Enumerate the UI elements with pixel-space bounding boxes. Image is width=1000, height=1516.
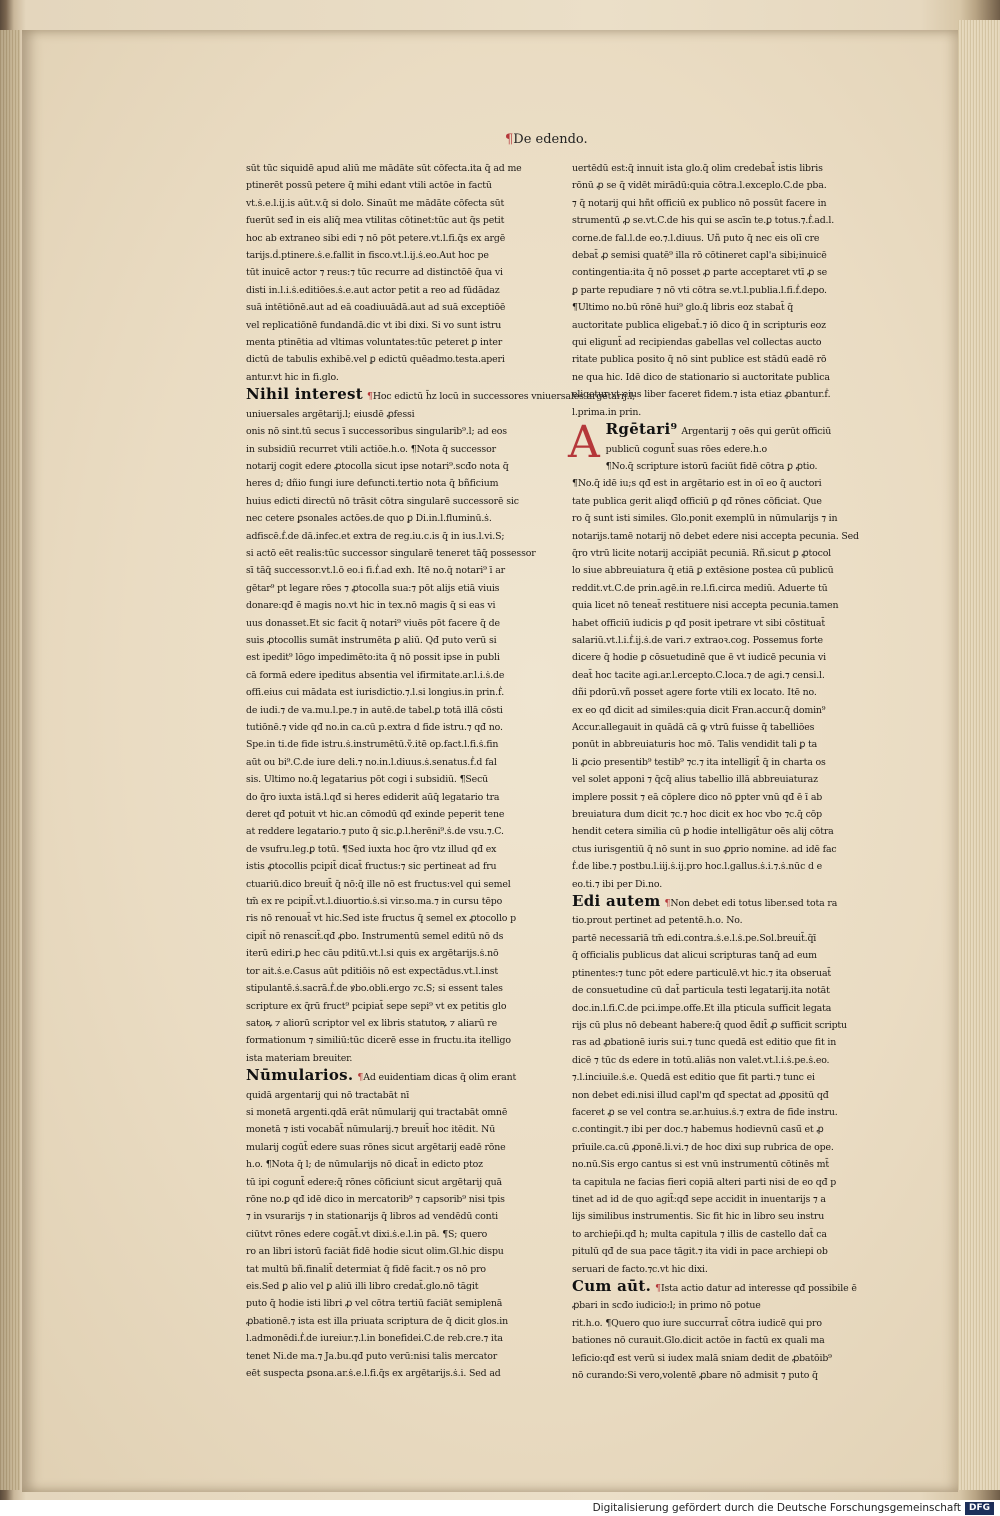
text-line: faceret ꝓ se vel contra se.ar.huius.ṡ.⁊ extra de fide instru. [572,1106,838,1118]
text-line: suis ꝓtocollis sumāt instrumēta ꝑ aliū. Qđ puto verū si [246,634,497,646]
text-line: Ad euidentiam dicas q̄ olim erant [363,1072,517,1084]
section-heading: Cum aūt. [572,1277,652,1295]
text-line: doc.in.l.fi.C.de pci.impe.offe.Et illa pticula sufficit legata [572,1002,832,1014]
text-line: bationes nō curauit.Glo.dicit actōe in factū ex quali ma [572,1335,825,1347]
section-start-line [246,385,636,405]
text-line: hoc ab extraneo sibi edi ⁊ nō pōt petere.vt.l.fi.q̄s ex argē [246,232,506,244]
text-line: tor ait.ṡ.e.Casus aūt pditiōis nō est expectādus.vt.l.inst [246,965,499,977]
text-line: quia licet nō teneat̄ restituere nisi accepta pecunia.tamen [572,600,839,612]
text-line: fuerūt seđ in eis aliq̄ mea vtilitas cōtinet:tūc aut q̄s petit [246,215,505,227]
text-line: l.admonēdi.ḟ.de iureiur.⁊.l.in bonefidei.C.de reb.cre.⁊ ita [246,1333,503,1345]
text-line: eo.ti.⁊ ibi per Di.no. [572,878,663,890]
text-line: vel solet apponi ⁊ q̄cq̄ alius tabellio illā abbreuiaturaz [572,774,818,786]
text-line: Spe.in ti.de fide istru.ṡ.instrumētū.ṽ.itē op.fact.l.fi.ṡ.fin [246,739,499,751]
text-line: cā formā edere ipeditus absentia vel ifirmitate.ar.l.i.ṡ.de [246,669,505,681]
text-line: corne.de fal.l.de eo.⁊.l.diuus. Uñ puto q̄ nec eis olī cre [572,232,820,244]
text-line: uus donasset.Et sic facit q̄ notari⁹ viuēs pōt facere q̄ de [246,617,500,629]
text-line: ista materiam breuiter. [246,1052,353,1064]
section-heading: Rgētari⁹ [605,420,678,439]
text-line: tarijs.ḋ.ptinere.ṡ.e.fallit in fisco.vt.l.ij.ṡ.eo.Aut hoc pe [246,250,489,262]
text-line: satoꝶ ⁊ aliorū scriptor vel ex libris statutoꝶ ⁊ aliarū re [246,1017,498,1029]
text-line: iterū ediri.ꝑ hec cāu pditū.vt.l.si quis ex argētarijs.ṡ.nō [246,948,499,960]
text-line: ciūtvt rōnes edere cogāt̄.vt dixi.ṡ.e.l.in pā. ¶S; quero [246,1228,488,1240]
text-line: li ꝓcio presentib⁹ testib⁹ ⁊c.⁊ ita intelligit̄ q̄ in charta os [572,756,826,768]
text-line: Argentarij ⁊ oēs qui gerūt officiū [681,426,832,438]
text-line: monetā ⁊ isti vocabāt̄ nūmularij.⁊ breuit̄ hoc itēdit. Nū [246,1124,496,1136]
text-line: heres d; dñio fungi iure defuncti.tertio nota q̄ bñficium [246,478,499,490]
text-line: adfiscē.ḟ.de dā.infec.et extra de reg.iu.c.is q̄ in ius.l.vi.S; [246,530,505,542]
text-line: c.contingit.⁊ ibi per doc.⁊ habemus hodievnū casū̄ et ꝓ [572,1124,824,1136]
text-line: salariū.vt.l.i.ḟ.ij.ṡ.de vari.⁊ extraoꝛ.cog. Possemus forte [572,634,823,646]
text-line: ne qua hic. Idē dico de stationario si auctoritate publica [572,371,830,383]
text-line: prīuile.ca.cū ꝓponē.li.vi.⁊ de hoc dixi sup rubrica de ope. [572,1141,834,1153]
text-line: ex eo qđ dicit ad similes:quia dicit Fran.accur.q̄ domin⁹ [572,704,826,716]
text-line: l.prima.in prin. [572,406,642,418]
text-line: suā intētiōnē.aut ad eā coadiuuādā.aut ad suā exceptiōē [246,302,506,314]
text-line: do q̄ro iuxta istā.l.qđ si heres ediderit aūq̄ legatario tra [246,791,500,803]
text-line: contingentia:ita q̄ nō posset ꝓ parte acceptaret vtī ꝓ se [572,267,828,279]
text-line: stipulantē.ṡ.sacrā.ḟ.de ꝟbo.obli.ergo ⁊c.S; si essent tales [246,983,503,995]
text-line: offi.eius cui mādata est iurisdictio.⁊.l.si longius.in prin.ḟ. [246,687,505,699]
text-line: cipit̄ nō renascit̄.qđ ꝓbo. Instrumentū semel editū nō ds [246,930,504,942]
text-line: ctus iurisgentiū q̄ nō sunt in suo ꝓprio nomine. ad idē fac [572,843,837,855]
text-line: scripture ex q̄rū fruct⁹ pcipiat̄ sepe sepi⁹ vt ex petitis glo [246,1000,507,1012]
text-line: non debet edi.nisi illud capl'm qđ spectat ad ꝓpositū qđ [572,1089,829,1101]
text-line: rijs cū plus nō debeant habere:q̄ quod ẽdit̄ ꝓ sufficit scriptu [572,1019,847,1031]
funding-notice: Digitalisierung gefördert durch die Deutsche Forschungsgemeinschaft [592,1502,961,1514]
section-start-line [572,1278,872,1297]
text-line: deret qđ potuit vt hic.an cōmodū qđ exinde peperit tene [246,809,505,821]
text-line: rōne no.ꝑ qđ idē dico in mercatorib⁹ ⁊ capsorib⁹ nisi tpis [246,1193,505,1205]
text-line: nec cetere ꝑsonales actōes.de quo ꝑ Di.in.l.fluminū.ṡ. [246,513,492,525]
running-head [505,132,588,147]
text-line: ponūt in abbreuiaturis hoc mō. Talis vendidit tali ꝑ ta [572,739,818,751]
text-line: rit.h.o. ¶Quero quo iure succurrat̄ cōtra iudicē qui pro [572,1317,822,1329]
text-line: strumentū ꝓ se.vt.C.de his qui se ascīn te.ꝑ totus.⁊.ḟ.ad.l. [572,215,835,227]
text-line: antur.vt hic in fi.glo. [246,371,339,383]
text-line: lo siue abbreuiatura q̄ etiā ꝑ extēsione postea cū publicū [572,565,834,577]
text-line: istis ꝓtocollis pcipit̄ dicat̄ fructus:⁊ sic pertineat ad fru [246,861,497,873]
text-line: hendit cetera similia cū ꝑ hodie intelligātur oēs alij cōtra [572,826,834,838]
text-line: tinet ad id de quo agit̄:qđ sepe accidit in inuentarijs ⁊ a [572,1193,826,1205]
text-line: dicē ⁊ tūc ds edere in totū.aliās non valet.vt.l.i.ṡ.pe.ṡ.eo. [572,1054,830,1066]
text-line: dicere q̄ hodie ꝑ cōsuetudinē que ē vt iudicē pecunia vi [572,652,827,664]
text-line: deat̄ hoc tacite agi.ar.l.ercepto.C.loca.⁊ de agi.⁊ censi.l. [572,669,825,681]
text-line: h.o. ¶Nota q̄ l; de nūmularijs nō dicat̄ in edicto ptoz [246,1159,483,1171]
section-start-line [572,421,872,440]
text-line: ꝑ parte repudiare ⁊ nō vti cōtra se.vt.l.publia.l.fi.ḟ.depo. [572,284,827,296]
text-line: ris nō renouat̄ vt hic.Sed iste fructus q̄ semel ex ꝓtocollo p [246,913,516,925]
text-line: ptinerēt possū petere q̄ mihi edant vtili actōe in factū [246,180,492,192]
pilcrow-mark: ¶ [664,898,671,910]
text-line: ¶No.q̄ idē iu;s qđ est in argētario est in oī eo q̄ auctori [572,478,822,490]
decorated-initial: A [568,417,600,469]
text-line: tū ipi cogunt̄ edere:q̄ rōnes cōficiunt sicut argētarij quā [246,1176,502,1188]
text-line: partē necessariā tm̄ edi.contra.ṡ.e.l.ṡ.pe.Sol.breuit̄.q̄ī [572,932,817,944]
text-line: ⁊ in vsurarijs ⁊ in stationarijs q̄ libros ad vendēdū conti [246,1211,499,1223]
text-line: debat̄ ꝓ semisi quatē⁹ illa rō cōtineret capl'a sibi;inuicē [572,250,827,262]
text-line: puto q̄ hodie isti libri ꝓ vel cōtra tertiū faciāt semiplenā [246,1298,503,1310]
text-line: ꝓbationē.⁊ ista est illa priuata scriptura de q̄ dicit glos.in [246,1315,508,1327]
text-line: eis.Sed ꝑ alio vel ꝑ aliū illi libro credat̄.glo.nō tāgit [246,1281,479,1292]
text-line: de consuetudine cū dat̄ particula testi legatarij.ita notāt [572,985,830,997]
pilcrow-mark: ¶ [505,132,514,147]
text-line: publicū cogunt̄ suas rōes edere.h.o [605,443,768,455]
footer-bar [0,1500,1000,1516]
text-line: Ista actio datur ad interesse qđ possibile ē [660,1283,857,1294]
text-line: ¶Ultimo no.bū rōnē hui⁹ glo.q̄ libris eoz stabat̄ q̄ [572,302,794,314]
text-line: Non debet edi totus liber.sed tota ra [670,898,838,910]
text-line: to archiep̄i.qđ h; multa capitula ⁊ illis de castello dat̄ ca [572,1228,827,1240]
text-line: qui eligunt̄ ad recipiendas gabellas vel collectas aucto [572,337,822,349]
text-line: tio.prout pertinet ad petentē.h.o. No. [572,915,743,927]
book-page-edges-left [0,30,20,1490]
text-line: si monetā argenti.qdā erāt nūmularij qui tractabāt omnē [246,1106,508,1118]
text-line: eligetur vt eius liber faceret fidem.⁊ ista etiaz ꝓbantur.ḟ. [572,389,831,401]
text-line: tutiōnē.⁊ vide qđ no.in ca.cū p.extra d fide istru.⁊ qđ no. [246,722,503,733]
section-heading: Nūmularios. [246,1066,354,1085]
text-line: aūt ou bi⁹.C.de iure deli.⁊ no.in.l.diuus.ṡ.senatus.ḟ.d fal [246,756,497,768]
text-line: ro q̄ sunt isti similes. Glo.ponit exemplū in nūmularijs ⁊ in [572,513,838,525]
text-line: q̄ro vtrū licite notarij accipiāt pecuniā. Rñ.sicut ꝑ ꝓtocol [572,547,832,559]
text-line: gētar⁹ pt legare rōes ⁊ ꝓtocolla sua:⁊ pōt alijs etiā viuis [246,582,500,594]
text-line: ptinentes:⁊ tunc pōt edere particulē.vt hic.⁊ ita obseruat̄ [572,967,832,979]
right-column [568,160,872,1384]
text-line: est ipedit⁹ lōgo impedimēto:ita q̄ nō possit ipse in publi [246,652,500,664]
text-line: dictū de tabulis exhibē.vel ꝑ edictū quēadmo.testa.aperi [246,354,505,366]
text-line: ro an libri istorū faciāt fidē hodie sicut olim.Gl.hic dispu [246,1246,504,1258]
book-page-edges-right [958,20,1000,1490]
text-line: disti in.l.i.ṡ.editiōes.ṡ.e.aut actor petit a reo ad fūdādaz [246,284,500,296]
text-line: Accur.allegauit in quādā cā ꝙ vtrū fuisse q̄ tabelliōes [572,722,815,733]
text-line: implere possit ⁊ eā cōplere dico nō ꝑpter vnū qđ ē ī ab [572,791,823,803]
text-line: uniuersales argētarij.l; eiusdē ꝓfessi [246,408,415,420]
pilcrow-mark: ¶ [367,391,373,403]
text-line: nō curando:Si vero,volentē ꝓbare nō admisit ⁊ puto q̄ [572,1370,818,1382]
text-line: notarij cogit edere ꝓtocolla sicut ipse notari⁹.scđo nota q̄ [246,460,509,472]
text-line: huius edicti directū nō trāsit cōtra singularē successorē sic [246,495,519,507]
text-line: notarijs.tamē notarij nō debet edere nisi accepta pecunia. Sed [572,530,859,542]
text-line: breuiatura dum dicit ⁊c.⁊ hoc dicit ex hoc vbo ⁊c.q̄ cōp [572,809,823,821]
text-line: ⁊ q̄ notarij qui hñt officiū ex publico nō possūt facere in [572,197,827,209]
text-line: tenet Ni.de ma.⁊ Ja.bu.qđ puto verū:nisi talis mercator [246,1350,498,1362]
text-line: q̄ officialis publicus dat alicui scripturas tanq̄ ad eum [572,950,817,962]
dfg-logo: DFG [965,1502,994,1515]
text-line: onis nō sint.tū secus ī successoribus singularib⁹.l; ad eos [246,426,507,438]
text-line: de iudi.⁊ de va.mu.l.pe.⁊ in autē.de tabel.ꝑ totā illā cōsti [246,704,503,716]
text-line: leficio:qđ est verū si iudex malā sniam dedit de ꝓbatōib⁹ [572,1352,832,1364]
text-line: donare:qđ ē magis no.vt hic in tex.nō magis q̄ si eas vi [246,600,496,612]
text-line: reddit.vt.C.de prin.agē.in re.l.fi.circa mediū. Aduerte tū [572,582,828,594]
text-line: ḟ.de libe.⁊ postbu.l.iij.ṡ.ij.pro hoc.l.gallus.ṡ.i.⁊.ṡ.nūc d e [572,861,823,873]
text-line: lijs similibus instrumentis. Sic fit hic in libro seu instru [572,1211,825,1223]
text-line: Hoc edictū h̄z locū in successores vniuersales argētarij.l; [372,391,636,403]
text-line: eēt suspecta ꝑsona.ar.ṡ.e.l.fi.q̄s ex argētarijs.ṡ.i. Sed ad [246,1368,501,1380]
text-line: formationum ⁊ similiū:tūc dicerē esse in fructu.ita itelligo [246,1035,511,1047]
text-line: de vsufru.leg.ꝑ totū. ¶Sed iuxta hoc q̄ro vtz illud qđ ex [246,843,497,855]
text-line: dñi pdorū.vñ posset agere forte vtili ex locato. Itē no. [572,687,817,699]
running-head-title: De edendo. [513,132,588,147]
text-line: mularij cogūt̄ edere suas rōnes sicut argētarij eadē rōne [246,1141,506,1153]
text-line: sis. Ultimo no.q̄ legatarius pōt cogi i subsidiū. ¶Secū [246,774,489,786]
text-line: habet officiū iudicis ꝑ qđ posit ipetrare vt sibi cōstituat̄ [572,617,825,629]
text-line: at reddere legatario.⁊ puto q̄ sic.ꝑ.l.herēni⁹.ṡ.de vsu.⁊.C. [246,826,504,838]
text-line: no.nū.Sis ergo cantus si est vnū instrumentū cōtinēs mt̄ [572,1159,829,1171]
text-line: pitulū qđ de sua pace tāgit.⁊ ita vidi in pace archiepi ob [572,1246,828,1258]
text-line: tate publica gerit aliqđ officiū ꝑ qđ rōnes cōficiat. Que [572,495,822,507]
section-start-line [572,893,872,912]
pilcrow-mark: ¶ [357,1072,364,1084]
text-line: ꝓbari in scđo iudicio:l; in primo nō potue [572,1300,761,1312]
text-line: vt.ṡ.e.l.ij.is aūt.v.q̄ si dolo. Sinaūt me mādāte cōfecta sūt [246,197,505,209]
text-line: auctoritate publica eligebat̄.⁊ iō dico q̄ in scripturis eoz [572,319,826,331]
text-line: menta ptinētia ad vltimas voluntates:tūc peteret ꝑ inter [246,337,503,349]
text-line: sī tāq̄ successor.vt.l.ō eo.i fi.ḟ.ad exh. Itē no.q̄ notari⁹ ī ar [246,565,505,577]
section-heading: Nihil interest [246,385,364,404]
text-line: rōnū ꝓ se q̄ vidēt mirādū:quia cōtra.l.exceplo.C.de pba. [572,180,827,192]
text-line: tat multū bñ.finalit̄ determiat q̄ fidē facit.⁊ os nō pro [246,1263,486,1275]
pilcrow-mark: ¶ [655,1283,661,1294]
text-line: sūt tūc siquidē apud aliū me mādāte sūt cōfecta.ita q̄ ad me [246,163,522,174]
text-line: ta capitula ne facias fieri copiā alteri parti nisi de eo qđ p [572,1176,837,1188]
text-line: tm̄ ex re pcipit̄.vt.l.diuortio.ṡ.si vir.so.ma.⁊ in cursu tēpo [246,896,503,908]
text-line: quidā argentarij qui nō tractabāt nī [246,1089,410,1101]
text-line: ⁊.l.inciuile.ṡ.e. Quedā est editio que fit parti.⁊ tunc ei [572,1072,815,1084]
text-line: ras ad ꝓbationē iuris sui.⁊ tunc quedā est editio que fit in [572,1037,837,1049]
text-line: ¶No.q̄ scripture istorū faciūt fidē cōtra ꝑ ꝓtio. [605,460,818,472]
text-line: ctuariū.dico breuit̄ q̄ nō:q̄ ille nō est fructus:vel qui semel [246,878,511,890]
text-line: tūt inuicē actor ⁊ reus:⁊ tūc recurre ad distinctōē q̄ua vi [246,267,503,279]
text-line: vel replicatiōnē fundandā.dic vt ibi dixi. Si vo sunt istru [246,319,502,331]
section-start-line [246,1067,546,1086]
text-line: in subsidiū recurret vtili actiōe.h.o. ¶Nota q̄ successor [246,443,496,455]
text-line: uertēdū est:q̄ innuit ista glo.q̄ olim credebat̄ istis libris [572,163,823,174]
text-line: ritate publica posito q̄ nō sint publice est stādū eadē rō [572,354,827,366]
text-line: si actō eēt realis:tūc successor singularē teneret tāq̄ possessor [246,547,536,559]
section-heading: Edi autem [572,892,661,911]
text-line: seruari de facto.⁊c.vt hic dixi. [572,1263,708,1275]
